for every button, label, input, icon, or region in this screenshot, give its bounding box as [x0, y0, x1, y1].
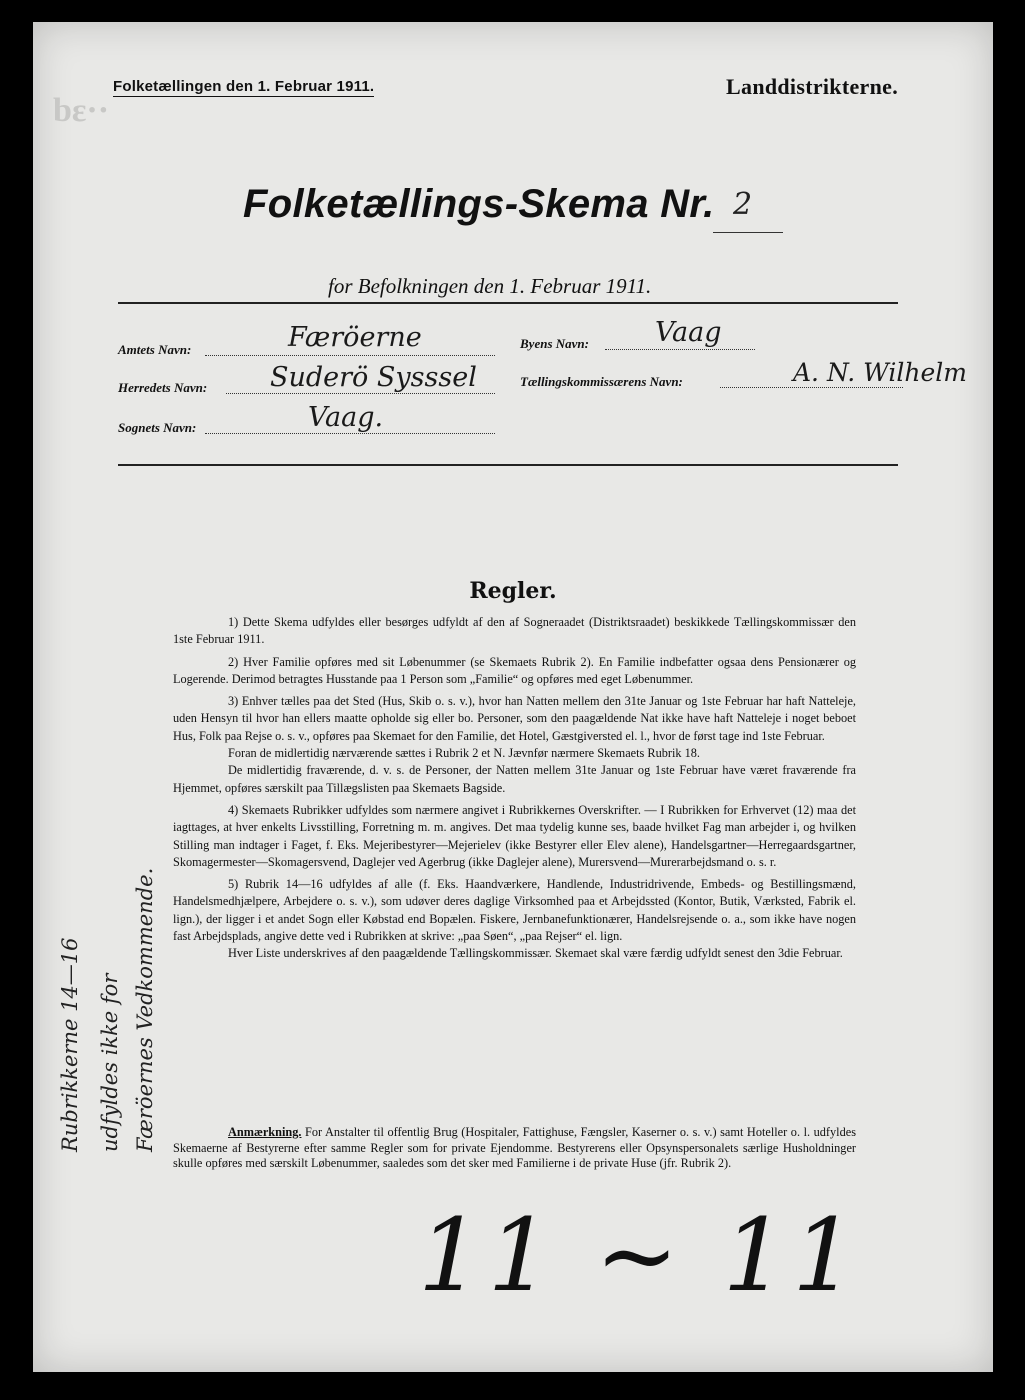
rule-signature-note: Hver Liste underskrives af den paagældende Tællingskommissær. Skemaet skal være færdig udfyldt senest den 3die Februar.	[228, 946, 843, 961]
by-dotted-line	[605, 349, 755, 350]
kommissaer-label: Tællingskommissærens Navn:	[520, 374, 683, 389]
rule-paragraph-4: 4) Skemaets Rubrikker udfyldes som nærmere angivet i Rubrikkernes Overskrifter. — I Rubrikken for Erhvervet (12) maa det iagttages, at hver enkelts Livsstilling, Forretning m. m. angives. Det maa tydelig kunne ses, baade hvilket Fag man arbejder i, og hvilken Stilling man indtager i Faget, f. Eks. Mejeribestyrer—Mejerielev (ikke Bestyrer eller Elev alene), Handelsgartner—Herregaardsgartner, Skomagermester—Skomagersvend, Daglejer ved Agerbrug (ikke Daglejer alene), Murersvend—Murerarbejdsmand o. s. r.	[173, 802, 856, 869]
rule-paragraph-3-absent: De midlertidig fraværende, d. v. s. de Personer, der Natten mellem 31te Januar og 1ste Februar have været fraværende fra Hjemmet, opføres særskilt paa Tillægslisten paa Skemaets Bagside.	[173, 763, 856, 795]
margin-note-line-2: udfyldes ikke for	[98, 973, 122, 1152]
form-number-underline	[713, 232, 783, 233]
annotation-text: For Anstalter til offentlig Brug (Hospitaler, Fattighuse, Fængsler, Kaserner o. s. v.) samt Hoteller o. l. udfyldes Skemaerne af Bestyrerne efter samme Regler som for private Ejendomme. Bestyrerens eller Opsynspersonalets særlige Husholdninger skulle opføres med særskilt Løbenummer, saaledes som det sker med Familierne i de private Huse (jfr. Rubrik 2).	[173, 1125, 856, 1170]
rule-paragraph-5: 5) Rubrik 14—16 udfyldes af alle (f. Eks. Haandværkere, Handlende, Industridrivende, Embeds- og Bestillingsmænd, Handelsmedhjælpere, Arbejdere o. s. v.), som udøver deres daglige Virksomhed paa et Arbejdssted (Kontor, Butik, Værksted, Fabrik el. lign.), der ligger i et andet Sogn eller Købstad end Bopælen. Fiskere, Jernbanefunktionærer, Handelsrejsende o. a., som ikke have nogen fast Arbejdsplads, angive dette ved i Rubrikken at skrive: „paa Søen“, „paa Rejser“ el. lign.	[173, 877, 856, 944]
rule-paragraph-3-note-n: Foran de midlertidig nærværende sættes i Rubrik 2 et N. Jævnfør nærmere Skemaets Rubrik 18.	[228, 746, 701, 761]
census-form-page	[33, 22, 993, 1372]
amt-value: Færöerne	[288, 322, 422, 353]
rule-paragraph-1: 1) Dette Skema udfyldes eller besørges udfyldt af den af Sogneraadet (Distriktsraadet) beskikkede Tællingskommissær den 1ste Februar 1911.	[173, 615, 856, 647]
header-census-date: Folketællingen den 1. Februar 1911.	[113, 78, 375, 95]
herred-dotted-line	[226, 393, 495, 394]
amt-label: Amtets Navn:	[118, 342, 192, 357]
top-divider	[118, 302, 898, 304]
sogn-value: Vaag.	[308, 402, 384, 433]
annotation-note	[173, 1125, 856, 1172]
form-subtitle: for Befolkningen den 1. Februar 1911.	[328, 274, 652, 298]
bottom-divider	[118, 464, 898, 466]
sogn-label: Sognets Navn:	[118, 420, 197, 435]
form-title: Folketællings-Skema Nr.	[243, 182, 715, 226]
sogn-dotted-line	[205, 433, 495, 434]
herred-value: Suderö Sysssel	[270, 362, 477, 393]
faint-stamp: bε··	[53, 92, 110, 129]
herred-label: Herredets Navn:	[118, 380, 208, 395]
by-value: Vaag	[655, 317, 722, 348]
rule-paragraph-2: 2) Hver Familie opføres med sit Løbenummer (se Skemaets Rubrik 2). En Familie indbefatter ogsaa dens Pensionærer og Logerende. Derimod betragtes Husstande paa 1 Person som „Familie“ og opføres med eget Løbenummer.	[173, 654, 856, 686]
form-number-handwritten: 2	[733, 187, 753, 222]
header-district-type: Landdistrikterne.	[726, 74, 898, 99]
kommissaer-dotted-line	[720, 387, 903, 388]
handwritten-page-range: 11 ~ 11	[418, 1197, 862, 1314]
kommissaer-value: A. N. Wilhelm	[793, 358, 967, 387]
amt-dotted-line	[205, 355, 495, 356]
margin-note-line-1: Rubrikkerne 14—16	[58, 937, 82, 1152]
rules-body	[173, 614, 856, 968]
margin-note-line-3: Færöernes Vedkommende.	[133, 867, 157, 1152]
annotation-label: Anmærkning.	[228, 1125, 302, 1139]
rules-heading: Regler.	[469, 578, 557, 604]
rule-paragraph-3: 3) Enhver tælles paa det Sted (Hus, Skib o. s. v.), hvor han Natten mellem den 31te Januar og 1ste Februar har haft Natteleje, uden Hensyn til hvor han ellers maatte opholde sig eller bo. Personer, som den paagældende Nat ikke have haft Natteleje i noget beboet Hus, Folk paa Rejse o. s. v., opføres paa Skemaet for den Familie, det Hotel, Gæstgiversted el. l., hvor de først tage ind 1ste Februar.	[173, 694, 856, 743]
by-label: Byens Navn:	[520, 336, 589, 351]
